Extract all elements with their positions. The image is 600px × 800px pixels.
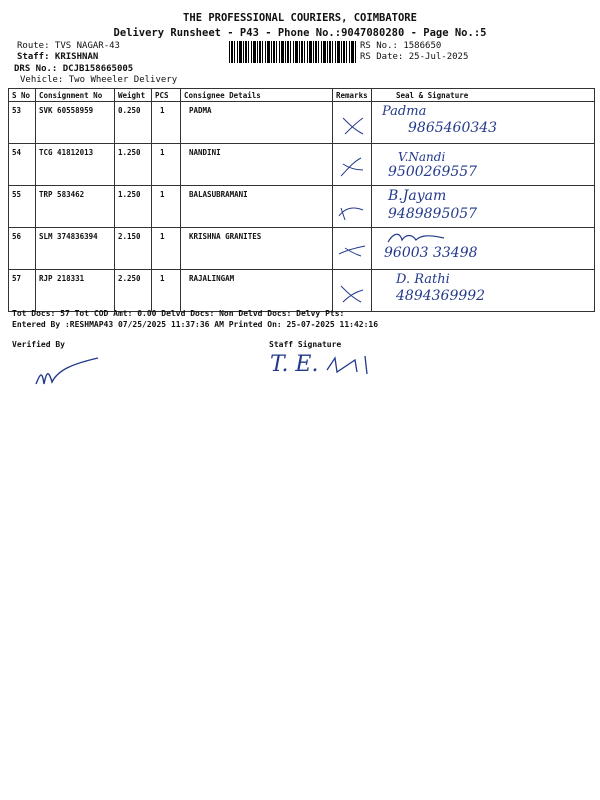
cell-sno: 54 <box>9 144 36 186</box>
signature-name: V.Nandi <box>398 150 446 164</box>
col-header-seal: Seal & Signature <box>372 89 595 102</box>
verified-signature-icon <box>32 354 102 394</box>
cell-remarks <box>333 270 372 312</box>
cell-weight: 1.250 <box>115 186 152 228</box>
signature-name: Padma <box>382 104 427 119</box>
table-row <box>9 228 595 270</box>
table-row <box>9 186 595 228</box>
cell-weight: 2.150 <box>115 228 152 270</box>
company-title: THE PROFESSIONAL COURIERS, COIMBATORE <box>183 12 417 24</box>
cell-remarks <box>333 144 372 186</box>
staff-signature-label: Staff Signature <box>269 340 342 349</box>
signature-phone: 9500269557 <box>388 164 478 180</box>
cell-signature <box>372 102 595 144</box>
cell-consignee: RAJALINGAM <box>181 270 333 312</box>
signature-phone: 4894369992 <box>396 288 486 304</box>
cell-consignee: KRISHNA GRANITES <box>181 228 333 270</box>
cell-signature <box>372 228 595 270</box>
col-header-weight: Weight <box>115 89 152 102</box>
cell-consignment: TCG 41812013 <box>36 144 115 186</box>
col-header-consignment: Consignment No <box>36 89 115 102</box>
cell-consignee: BALASUBRAMANI <box>181 186 333 228</box>
cell-pcs: 1 <box>152 144 181 186</box>
cell-consignee: NANDINI <box>181 144 333 186</box>
cell-weight: 0.250 <box>115 102 152 144</box>
cell-sno: 57 <box>9 270 36 312</box>
signature-name: D. Rathi <box>396 272 450 287</box>
runsheet-table <box>8 88 595 312</box>
cell-remarks <box>333 102 372 144</box>
staff-text: Staff: KRISHNAN <box>17 52 99 62</box>
vehicle-text: Vehicle: Two Wheeler Delivery <box>20 75 178 85</box>
signature-name: B.Jayam <box>388 188 447 204</box>
col-header-consignee: Consignee Details <box>181 89 333 102</box>
staff-signature-text: T. E. <box>270 352 319 377</box>
cell-remarks <box>333 228 372 270</box>
table-row <box>9 102 595 144</box>
signature-phone: 96003 33498 <box>384 245 478 261</box>
cell-signature <box>372 186 595 228</box>
col-header-sno: S No <box>9 89 36 102</box>
cell-sno: 55 <box>9 186 36 228</box>
remark-mark-icon <box>333 144 372 184</box>
cell-signature <box>372 270 595 312</box>
cell-remarks <box>333 186 372 228</box>
entered-by-line: Entered By :RESHMAP43 07/25/2025 11:37:36 AM Printed On: 25-07-2025 11:42:16 <box>12 320 379 329</box>
cell-consignment: SVK 60558959 <box>36 102 115 144</box>
cell-signature <box>372 144 595 186</box>
remark-mark-icon <box>333 102 372 142</box>
signature-phone: 9489895057 <box>388 206 478 222</box>
cell-pcs: 1 <box>152 102 181 144</box>
drs-text: DRS No.: DCJB158665005 <box>14 64 134 74</box>
staff-signature-scribble-icon <box>325 350 385 380</box>
cell-consignment: RJP 218331 <box>36 270 115 312</box>
cell-consignment: SLM 374836394 <box>36 228 115 270</box>
cell-consignment: TRP 583462 <box>36 186 115 228</box>
table-row <box>9 270 595 312</box>
remark-mark-icon <box>333 270 372 310</box>
cell-consignee: PADMA <box>181 102 333 144</box>
cell-weight: 2.250 <box>115 270 152 312</box>
verified-by-label: Verified By <box>12 340 65 349</box>
cell-sno: 56 <box>9 228 36 270</box>
cell-pcs: 1 <box>152 186 181 228</box>
rs-no-text: RS No.: 1586650 <box>360 41 442 51</box>
col-header-pcs: PCS <box>152 89 181 102</box>
cell-sno: 53 <box>9 102 36 144</box>
route-text: Route: TVS NAGAR-43 <box>17 41 120 51</box>
table-header-row <box>9 89 595 102</box>
totals-line: Tot Docs: 57 Tot COD Amt: 0.00 Delvd Docs: Non Delvd Docs: Delvy Pts: <box>12 309 345 318</box>
table-row <box>9 144 595 186</box>
cell-weight: 1.250 <box>115 144 152 186</box>
barcode-graphic <box>229 41 356 63</box>
rs-date-text: RS Date: 25-Jul-2025 <box>360 52 469 62</box>
runsheet-subtitle: Delivery Runsheet - P43 - Phone No.:9047080280 - Page No.:5 <box>113 27 487 39</box>
cell-pcs: 1 <box>152 270 181 312</box>
signature-scribble-icon <box>386 230 446 246</box>
remark-mark-icon <box>333 186 372 226</box>
remark-mark-icon <box>333 228 372 268</box>
cell-pcs: 1 <box>152 228 181 270</box>
signature-phone: 9865460343 <box>408 120 498 136</box>
col-header-remarks: Remarks <box>333 89 372 102</box>
